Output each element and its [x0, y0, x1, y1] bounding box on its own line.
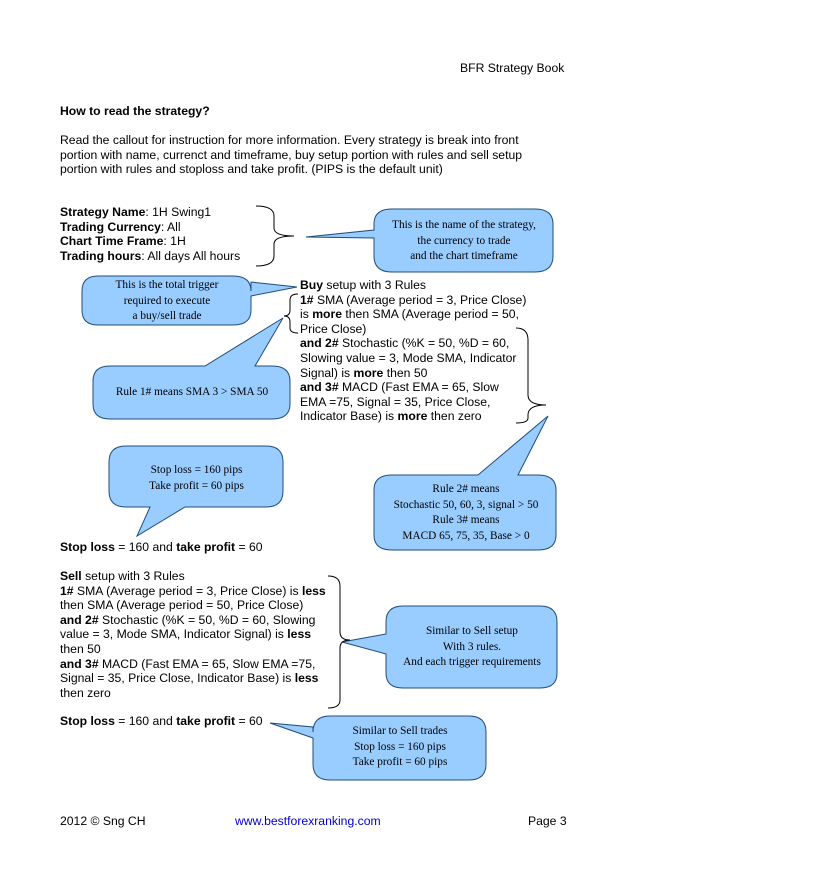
buy-exit-line: Stop loss = 160 and take profit = 60	[60, 540, 263, 554]
strategy-block	[60, 205, 240, 263]
sell-setup-block	[60, 569, 326, 700]
chart-time-frame	[60, 234, 240, 249]
buy-rule3-line: Indicator Base) is more then zero	[300, 409, 482, 424]
callout-sell-trades: Similar to Sell trades Stop loss = 160 pips Take profit = 60 pips	[352, 725, 448, 769]
callout-rule1: Rule 1# means SMA 3 > SMA 50	[115, 386, 269, 398]
brace-strategy	[256, 206, 294, 266]
intro-paragraph	[60, 133, 522, 177]
intro-line: portion with name, currenct and timeframe, buy setup portion with rules and sell setup	[60, 147, 523, 162]
callout-rule23: Rule 2# means Stochastic 50, 60, 3, signal > 50 Rule 3# means MACD 65, 75, 35, Base > 0	[393, 483, 539, 542]
buy-setup-block	[300, 278, 526, 424]
buy-rule1-line: 1# SMA (Average period = 3, Price Close)	[300, 292, 527, 307]
trading-hours-label: Trading hours	[60, 248, 142, 263]
callout-sell-setup: Similar to Sell setup With 3 rules. And each trigger requirements	[403, 625, 541, 669]
callout-sltp: Stop loss = 160 pips Take profit = 60 pips	[149, 464, 244, 492]
strategy-name	[60, 205, 240, 220]
sell-rule2-line: and 2# Stochastic (%K = 50, %D = 60, Slowing	[60, 612, 316, 627]
strategy-name-value: : 1H Swing1	[145, 205, 212, 219]
sell-title: Sell setup with 3 Rules	[60, 569, 185, 583]
sell-rule3-line: then zero	[60, 685, 111, 700]
intro-line: Read the callout for instruction for more information. Every strategy is break into front	[60, 133, 519, 147]
strategy-name-label: Strategy Name	[60, 205, 146, 219]
buy-title: Buy setup with 3 Rules	[300, 278, 427, 292]
sell-rule2-line: then 50	[60, 641, 101, 656]
buy-rule2-line: and 2# Stochastic (%K = 50, %D = 60,	[300, 336, 510, 351]
trading-currency-label: Trading Currency	[60, 219, 161, 234]
trading-currency	[60, 220, 240, 235]
sell-exit-line: Stop loss = 160 and take profit = 60	[60, 714, 263, 728]
intro-heading: How to read the strategy?	[60, 104, 210, 118]
footer-website-link[interactable]: www.bestforexranking.com	[235, 814, 381, 828]
sell-rule3-line: Signal = 35, Price Close, Indicator Base) is less	[60, 671, 319, 686]
footer-page-number: Page 3	[528, 814, 567, 828]
brace-buy-left	[284, 294, 298, 333]
chart-time-frame-label: Chart Time Frame	[60, 234, 164, 249]
sell-rule1-line: then SMA (Average period = 50, Price Close)	[60, 598, 304, 613]
trading-hours	[60, 249, 240, 264]
callout-trigger: This is the total trigger required to execute a buy/sell trade	[115, 279, 219, 323]
footer-copyright: 2012 © Sng CH	[60, 814, 146, 828]
sell-rule3-line: and 3# MACD (Fast EMA = 65, Slow EMA =75,	[60, 656, 316, 671]
sell-rule2-line: value = 3, Mode SMA, Indicator Signal) is less	[60, 627, 312, 642]
buy-rule1-line: Price Close)	[300, 321, 367, 336]
trading-currency-value: : All	[160, 219, 181, 234]
buy-rule3-line: and 3# MACD (Fast EMA = 65, Slow	[300, 380, 499, 395]
buy-rule2-line: Slowing value = 3, Mode SMA, Indicator	[300, 350, 517, 365]
header-title: BFR Strategy Book	[460, 61, 565, 75]
buy-rule1-line: is more then SMA (Average period = 50,	[300, 307, 519, 322]
chart-time-frame-value: : 1H	[163, 234, 186, 249]
callout-name: This is the name of the strategy, the currency to trade and the chart timeframe	[392, 219, 536, 263]
buy-rule2-line: Signal) is more then 50	[300, 365, 428, 380]
sell-rule1-line: 1# SMA (Average period = 3, Price Close) is less	[60, 583, 326, 598]
intro-line: portion with rules and stoploss and take profit. (PIPS is the default unit)	[60, 162, 443, 177]
buy-rule3-line: EMA =75, Signal = 35, Price Close,	[300, 394, 491, 409]
callout-rule1-shape	[93, 318, 290, 419]
trading-hours-value: : All days All hours	[141, 248, 241, 263]
